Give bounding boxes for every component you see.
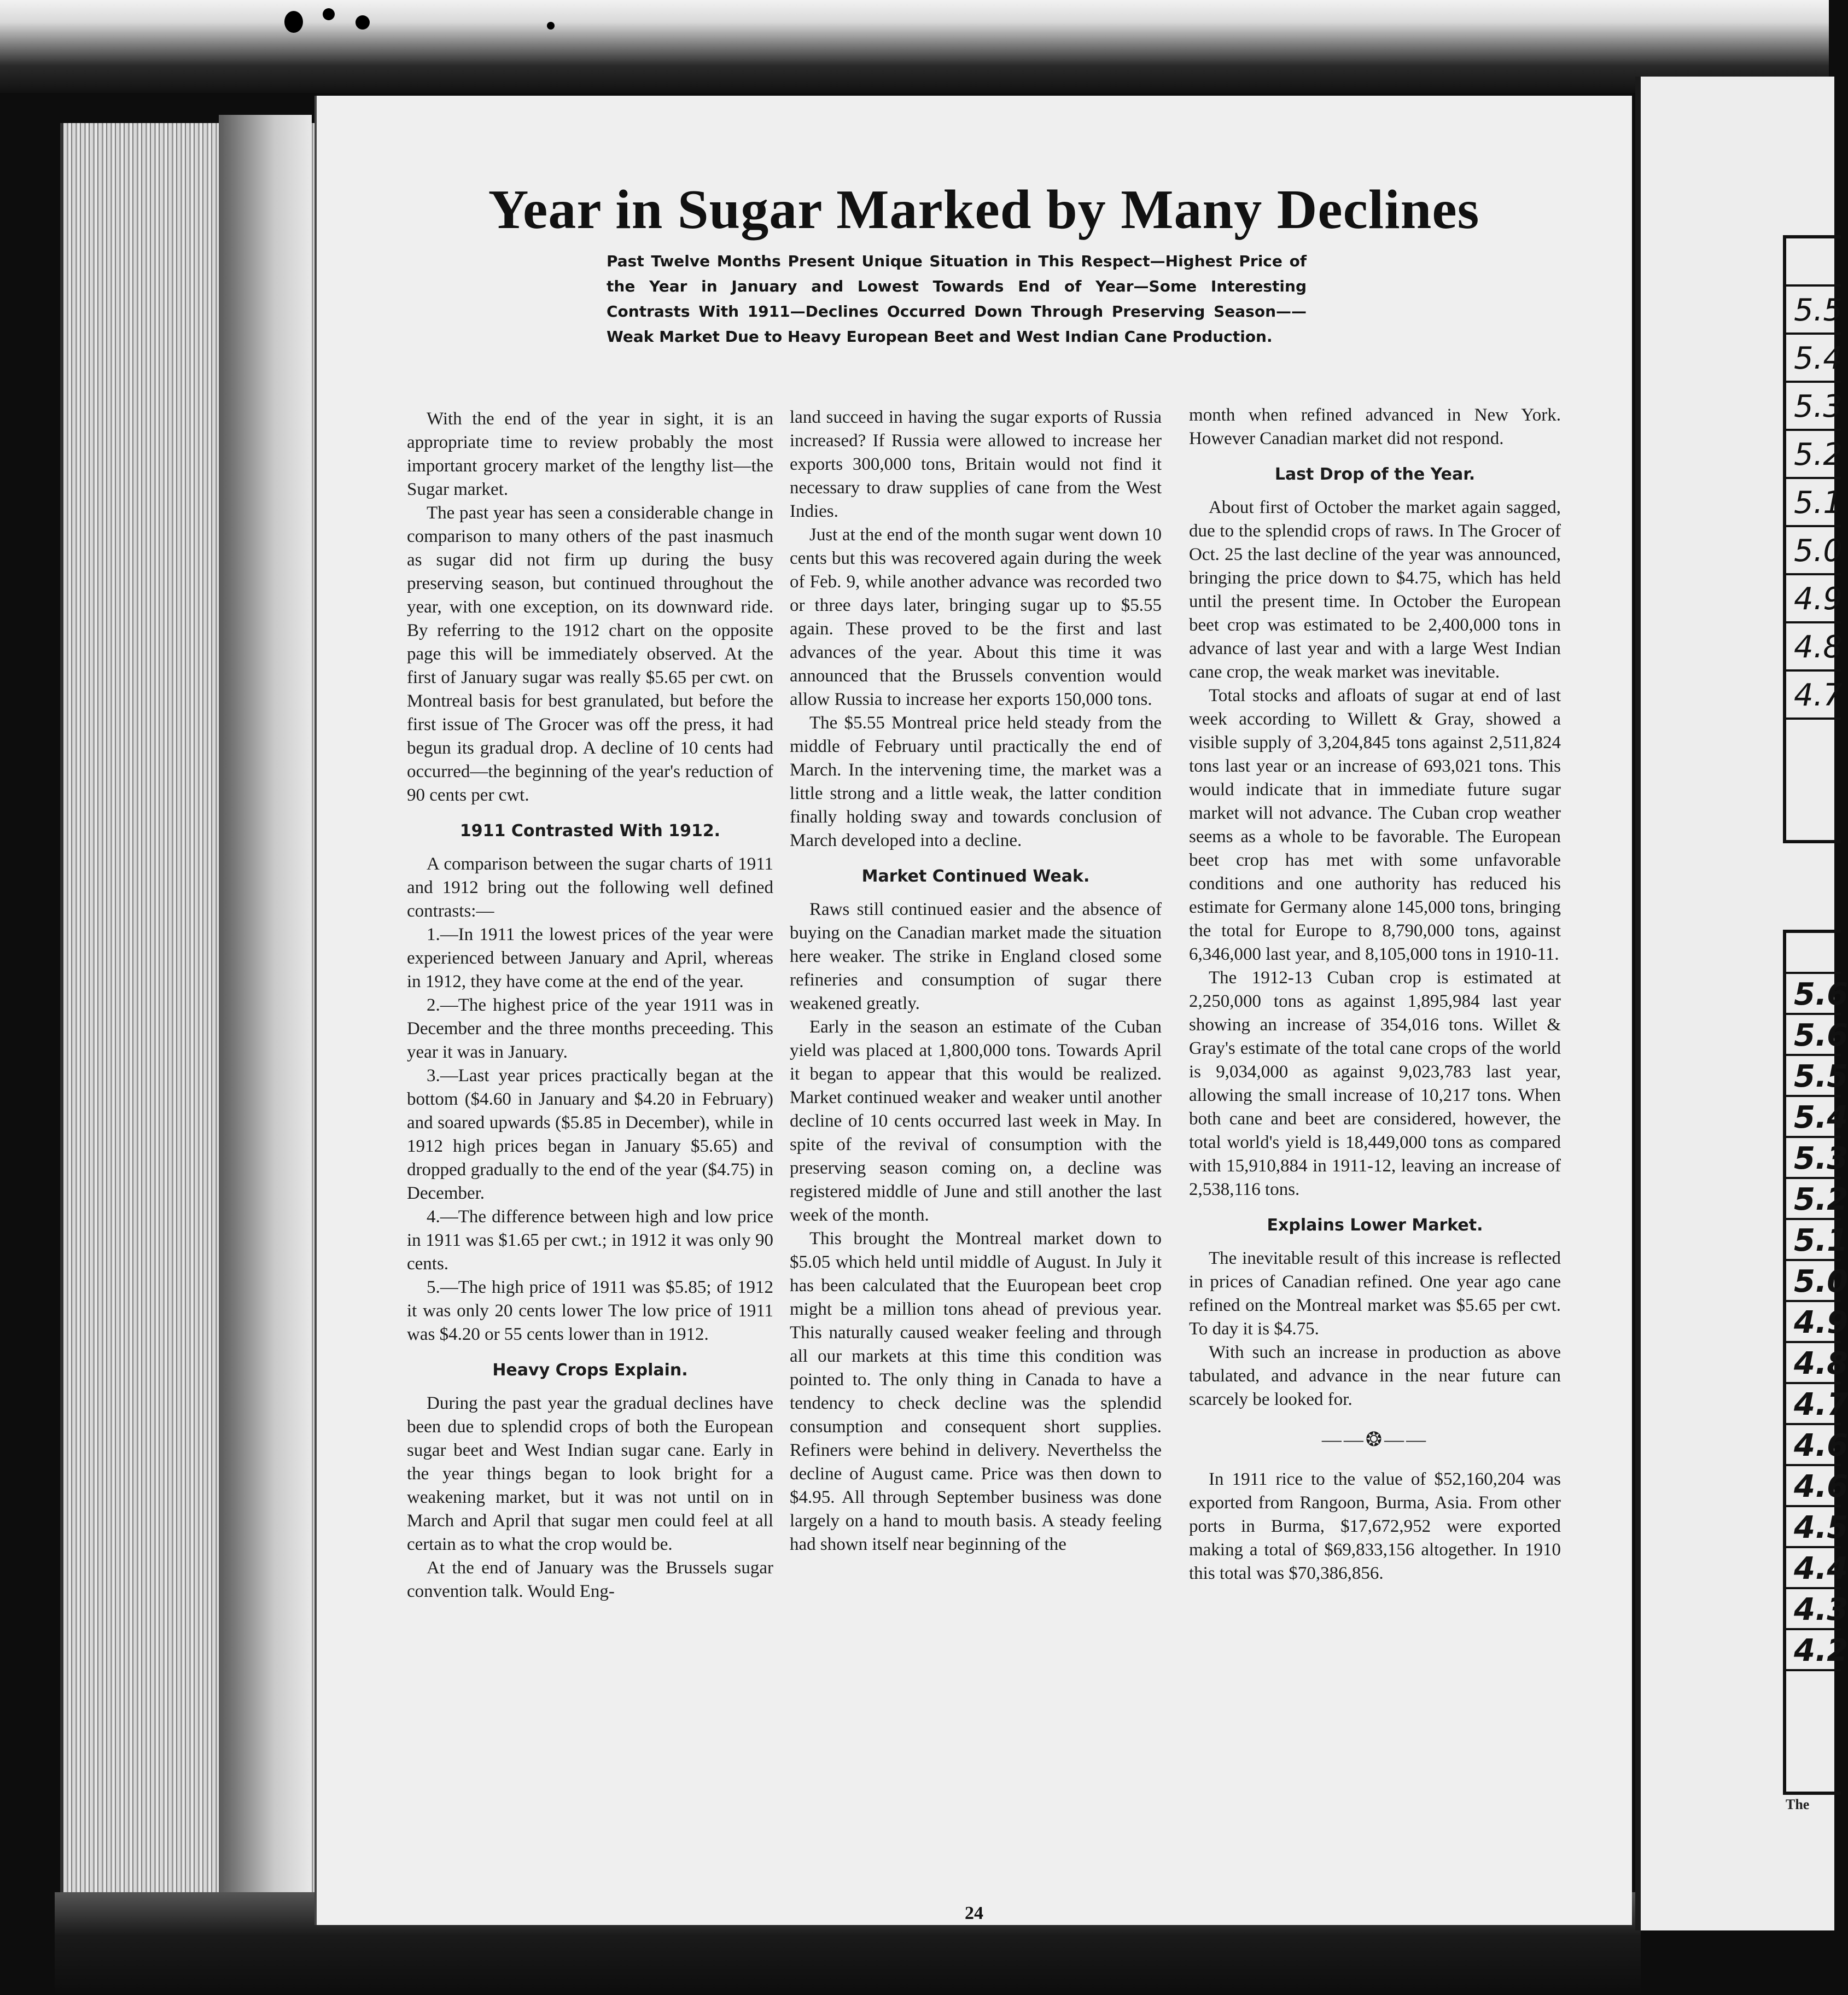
chart-row: 5.4 (1786, 1097, 1841, 1138)
chart-row: 4.8 (1786, 623, 1841, 672)
paragraph: During the past year the gradual declines have been due to splendid crops of both the European sugar beet and West Indian sugar cane. Early in the year things began to look bright for a weakening market, but it was not until on in March and April that sugar men could feel at all certain as to what the crop would be. (407, 1393, 773, 1554)
paragraph: The inevitable result of this increase is reflected in prices of Canadian refined. One year ago cane refined on the Montreal market was $5.65 per cwt. To day it is $4.75. (1189, 1249, 1561, 1339)
paragraph: month when refined advanced in New York. However Canadian market did not respond. (1189, 405, 1561, 448)
paragraph: The past year has seen a considerable change in comparison to many others of the past inasmuch as sugar did not firm up during the busy preserving season, but continued throughout the year, with one exception, on its downward ride. By referring to the 1912 chart on the opposite page this will be immediately observed. At the first of January sugar was really $5.65 per cwt. on Montreal basis for best granulated, but before the first issue of The Grocer was off the press, it had begun its gradual drop. A decline of 10 cents had occurred—the beginning of the year's reduction of 90 cents per cwt. (407, 503, 773, 805)
chart-row: 5.2 (1786, 1179, 1841, 1220)
article-deck: Past Twelve Months Present Unique Situation in This Respect—Highest Price of the Year in January and Lowest Towards End of Year—Some Interesting Contrasts With 1911—Declines Occurred Down Through Preserving Season——Weak Market Due to Heavy European Beet and West Indian Cane Production. (607, 252, 1307, 346)
paragraph: The 1912-13 Cuban crop is estimated at 2,250,000 tons as against 1,895,984 last year showing an increase of 354,016 tons. Willet & Gray's estimate of the total cane crops of the world is 9,034,000 as against 9,023,783 last year, allowing the small increase of 10,217 tons. When both cane and beet are considered, however, the total world's yield is 18,449,000 tons as compared with 15,910,884 in 1911-12, leaving an increase of 2,538,116 tons. (1189, 968, 1561, 1199)
chart-row: 4.6 (1786, 1466, 1841, 1507)
paragraph: 1.—In 1911 the lowest prices of the year were experienced between January and April, whereas in 1912, they have come at the end of the year. (407, 925, 773, 991)
facing-page (1635, 77, 1848, 1930)
film-blot (547, 22, 555, 30)
paragraph: Total stocks and afloats of sugar at end of last week according to Willett & Gray, showed a visible supply of 3,204,845 tons against 2,511,824 tons last year or an increase of 693,021 tons. This would indicate that in immediate future sugar market will not advance. The Cuban crop weather seems as a whole to be favorable. The European beet crop has met with some unfavorable conditions and one authority has reduced his estimate for Germany alone 145,000 tons, bringing the total for Europe to 8,790,000 tons, against 6,346,000 last year, and 8,105,000 tons in 1910-11. (1189, 686, 1561, 964)
chart-row: 4.7 (1786, 672, 1841, 720)
paragraph: 3.—Last year prices practically began at the bottom ($4.60 in January and $4.20 in February) and soared upwards ($5.85 in December), while in 1912 high prices began in January $5.65) and dropped gradually to the end of the year ($4.75) in December. (407, 1066, 773, 1203)
paragraph: The $5.55 Montreal price held steady from the middle of February until practically the end of March. In the intervening time, the market was a little strong and a little weak, the latter condition finally holding sway and towards conclusion of March developed into a decline. (790, 713, 1162, 850)
chart-row: 4.3 (1786, 1589, 1841, 1630)
paragraph: At the end of January was the Brussels sugar convention talk. Would Eng- (407, 1558, 773, 1601)
paragraph: With the end of the year in sight, it is an appropriate time to review probably the most important grocery market of the lengthy list—the Sugar market. (407, 409, 773, 499)
chart-row: 5.0 (1786, 1261, 1841, 1302)
paragraph: This brought the Montreal market down to $5.05 which held until middle of August. In July it has been calculated that the Euuropean beet crop might be a million tons ahead of previous year. This naturally caused weaker feeling and through all our markets at this time this condition was pointed to. The only thing in Canada to have a tendency to check decline was the splendid consumption and consequent short supplies. Refiners were behind in delivery. Neverthelss the decline of August came. Price was then down to $4.95. All through September business was done largely on a hand to mouth basis. A steady feeling had shown itself near beginning of the (790, 1229, 1162, 1554)
chart-row: 4.9 (1786, 1302, 1841, 1343)
subheading: Heavy Crops Explain. (492, 1361, 688, 1380)
chart-row (1786, 238, 1841, 287)
chart-row: 4.6 (1786, 1425, 1841, 1466)
chart-row: 5.5 (1786, 1056, 1841, 1097)
article-page (314, 96, 1632, 1925)
chart-row: 4.8 (1786, 1343, 1841, 1384)
chart-row: 5.1 (1786, 479, 1841, 527)
chart-row: 4.5 (1786, 1507, 1841, 1548)
page-number: 24 (965, 1903, 983, 1923)
column-2 (790, 406, 1162, 1556)
chart-row: 5.1 (1786, 1220, 1841, 1261)
paragraph: In 1911 rice to the value of $52,160,204 was exported from Rangoon, Burma, Asia. From other ports in Burma, $17,672,952 were exported making a total of $69,833,156 altogether. In 1910 this total was $70,386,856. (1189, 1469, 1561, 1583)
subheading: Last Drop of the Year. (1274, 465, 1476, 484)
price-chart-table-1 (1783, 235, 1841, 843)
chart-row: 5.6 (1786, 1015, 1841, 1056)
paragraph: A comparison between the sugar charts of 1911 and 1912 bring out the following well defined contrasts:— (407, 854, 773, 921)
chart-row: 4.9 (1786, 575, 1841, 623)
chart-row: 4.4 (1786, 1548, 1841, 1589)
paragraph: Just at the end of the month sugar went down 10 cents but this was recovered again during the week of Feb. 9, while another advance was recorded two or three days later, bringing sugar up to $5.55 again. These proved to be the first and last advances of the year. About this time it was announced that the Brussels convention would allow Russia to increase her exports 150,000 tons. (790, 525, 1162, 709)
paragraph: With such an increase in production as above tabulated, and advance in the near future can scarcely be looked for. (1189, 1343, 1561, 1409)
column-1 (407, 407, 773, 1603)
paragraph: Early in the season an estimate of the Cuban yield was placed at 1,800,000 tons. Towards April it began to appear that this would be realized. Market continued weaker and weaker until another decline of 10 cents occurred last week in May. In spite of the revival of consumption with the preserving season coming on, a decline was registered middle of June and still another the last week of the month. (790, 1017, 1162, 1225)
chart-caption: The (1786, 1796, 1810, 1812)
chart-row: 5.4 (1786, 335, 1841, 383)
section-ornament: ——❂—— (1321, 1428, 1429, 1450)
chart-row: 5.5 (1786, 287, 1841, 335)
price-chart-table-2 (1783, 930, 1848, 1795)
chart-row: 4.2 (1786, 1630, 1841, 1671)
chart-row: 5.3 (1786, 383, 1841, 431)
paragraph: 5.—The high price of 1911 was $5.85; of 1912 it was only 20 cents lower The low price of 1911 was $4.20 or 55 cents lower than in 1912. (407, 1278, 773, 1344)
paragraph: land succeed in having the sugar exports of Russia increased? If Russia were allowed to increase her exports 300,000 tons, Britain would not find it necessary to draw supplies of cane from the West Indies. (790, 407, 1162, 521)
film-blot (323, 8, 335, 20)
paragraph: Raws still continued easier and the absence of buying on the Canadian market made the situation here weaker. The strike in England closed some refineries and consumption of sugar there weakened greatly. (790, 900, 1162, 1013)
subheading: 1911 Contrasted With 1912. (459, 821, 721, 841)
paragraph: 4.—The difference between high and low price in 1911 was $1.65 per cwt.; in 1912 it was only 90 cents. (407, 1207, 773, 1274)
chart-row: 5.2 (1786, 431, 1841, 479)
chart-row: 4.7 (1786, 1384, 1841, 1425)
microfilm-top-margin (0, 0, 1829, 93)
subheading: Market Continued Weak. (861, 867, 1090, 886)
chart-row (1786, 933, 1841, 974)
article-title: Year in Sugar Marked by Many Declines (488, 179, 1480, 241)
paragraph: 2.—The highest price of the year 1911 was in December and the three months preceeding. This year it was in January. (407, 995, 773, 1062)
film-blot (284, 11, 303, 33)
column-3 (1189, 404, 1561, 1585)
chart-row: 5.0 (1786, 527, 1841, 575)
chart-row: 5.6 (1786, 974, 1841, 1015)
chart-row: 5.3 (1786, 1138, 1841, 1179)
film-blot (355, 15, 370, 30)
paragraph: About first of October the market again sagged, due to the splendid crops of raws. In The Grocer of Oct. 25 the last decline of the year was announced, bringing the price down to $4.75, which has held until the present time. In October the European beet crop was estimated to be 2,400,000 tons in advance of last year and with a large West Indian cane crop, the weak market was inevitable. (1189, 498, 1561, 682)
book-gutter-shadow (219, 115, 312, 1903)
subheading: Explains Lower Market. (1267, 1216, 1483, 1235)
